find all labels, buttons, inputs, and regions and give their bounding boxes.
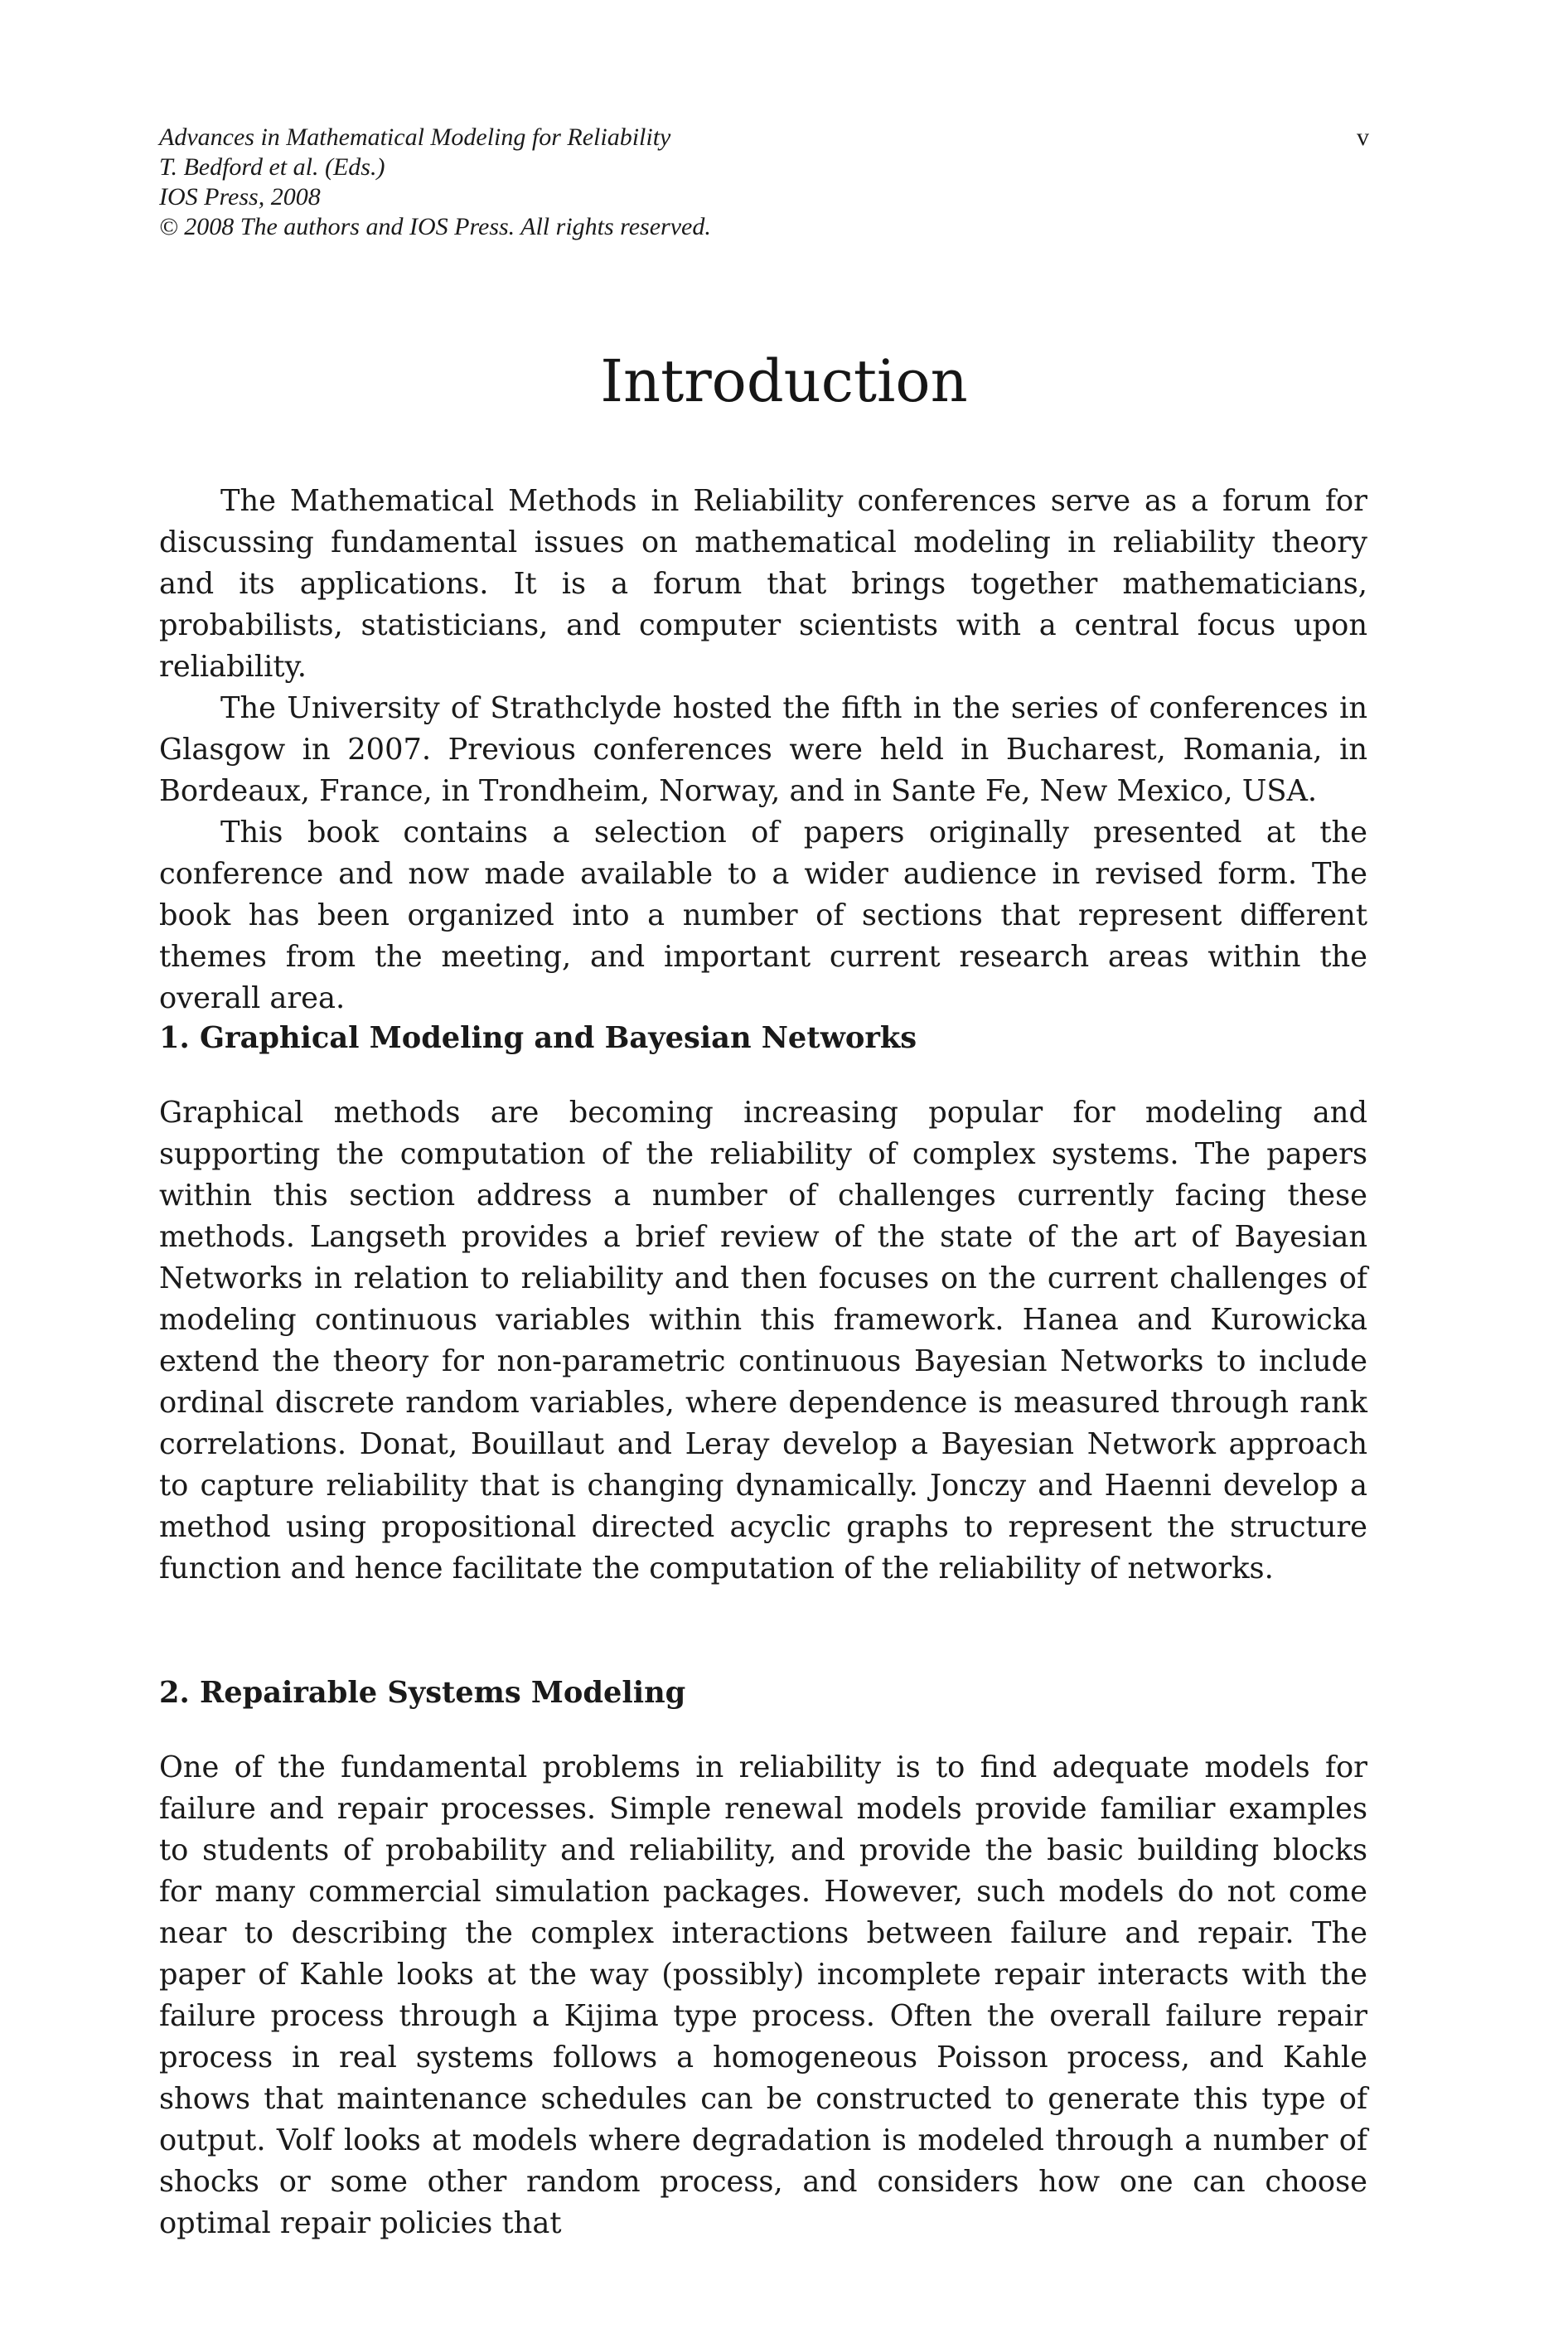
book-title-line: Advances in Mathematical Modeling for Reliability (159, 123, 671, 151)
intro-paragraph: This book contains a selection of papers originally presented at the conference and now made available to a wider audience in revised form. The book has been organized into a number of sections that represent different themes from the meeting, and important current research areas within the overall area. (159, 816, 1367, 1015)
editors-line: T. Bedford et al. (Eds.) (159, 153, 385, 181)
section-body-repairable-systems (159, 1747, 1367, 2244)
publication-metadata (159, 123, 905, 242)
intro-paragraph: The University of Strathclyde hosted the fifth in the series of conferences in Glasgow in 2007. Previous conferences were held in Bucharest, Romania, in Bordeaux, France, in Trondheim, Norway, and in Sante Fe, New Mexico, USA. (159, 691, 1367, 808)
section-heading-repairable-systems: 2. Repairable Systems Modeling (159, 1676, 686, 1710)
publisher-line: IOS Press, 2008 (159, 183, 321, 211)
introduction-text (159, 481, 1367, 1019)
section-body-graphical-modeling (159, 1092, 1367, 1590)
intro-paragraph: The Mathematical Methods in Reliability conferences serve as a forum for discussing fundamental issues on mathematical modeling in reliability theory and its applications. It is a forum that brings together mathematicians, probabilists, statisticians, and computer scientists with a central focus upon reliability. (159, 484, 1367, 684)
copyright-line: © 2008 The authors and IOS Press. All rights reserved. (159, 213, 711, 240)
section-paragraph: One of the fundamental problems in reliability is to find adequate models for failure and repair processes. Simple renewal models provide familiar examples to students of probability and reliability, and provide the basic building blocks for many commercial simulation packages. However, such models do not come near to describing the complex interactions between failure and repair. The paper of Kahle looks at the way (possibly) incomplete repair interacts with the failure process through a Kijima type process. Often the overall failure repair process in real systems follows a homogeneous Poisson process, and Kahle shows that maintenance schedules can be constructed to generate this type of output. Volf looks at models where degradation is modeled through a number of shocks or some other random process, and considers how one can choose optimal repair policies that (159, 1750, 1367, 2240)
section-paragraph: Graphical methods are becoming increasing popular for modeling and supporting the computation of the reliability of complex systems. The papers within this section address a number of challenges currently facing these methods. Langseth provides a brief review of the state of the art of Bayesian Networks in relation to reliability and then focuses on the current challenges of modeling continuous variables within this framework. Hanea and Kurowicka extend the theory for non-parametric continuous Bayesian Networks to include ordinal discrete random variables, where dependence is measured through rank correlations. Donat, Bouillaut and Leray develop a Bayesian Network approach to capture reliability that is changing dynamically. Jonczy and Haenni develop a method using propositional directed acyclic graphs to represent the structure function and hence facilitate the computation of the reliability of networks. (159, 1096, 1367, 1586)
page-number: v (1357, 123, 1369, 151)
page-title: Introduction (600, 347, 968, 415)
section-heading-graphical-modeling: 1. Graphical Modeling and Bayesian Networks (159, 1021, 917, 1055)
